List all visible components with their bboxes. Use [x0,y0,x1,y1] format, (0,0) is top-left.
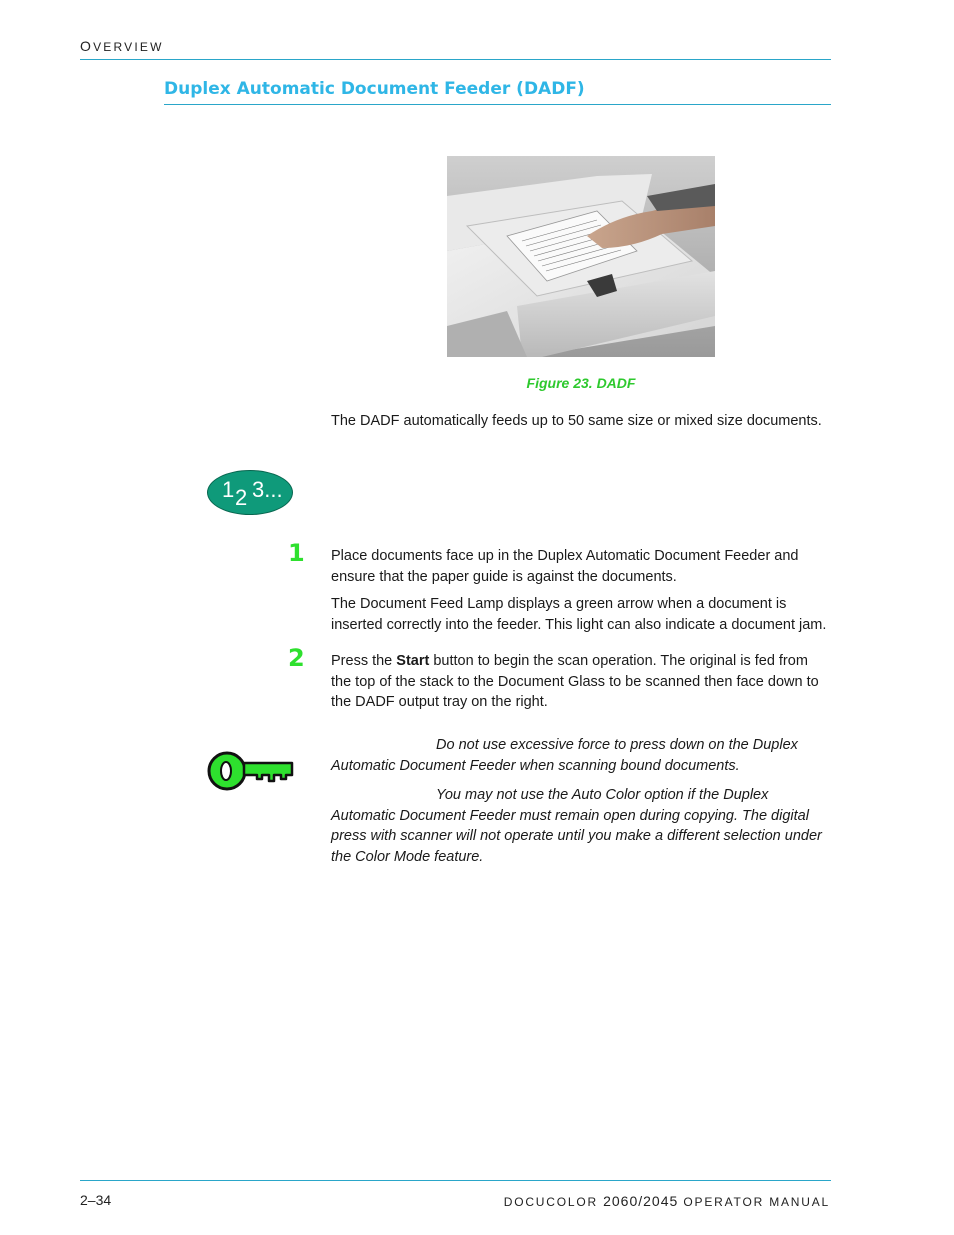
step-2-paragraph [331,651,831,713]
footer-manual: OPERATOR MANUAL [683,1195,830,1209]
procedure-digit-2: 2 [235,485,248,510]
running-head-rest: VERVIEW [93,40,164,54]
title-rule [164,104,831,105]
header-rule [80,59,831,60]
step-1-paragraph-1: Place documents face up in the Duplex Automatic Document Feeder and ensure that the paper guide is against the documents. [331,548,799,585]
page-number: 2–34 [80,1192,112,1208]
step-1-paragraph-2: The Document Feed Lamp displays a green arrow when a document is inserted correctly into the feeder. This light can also indicate a document jam. [331,596,827,633]
footer-model: 2060/2045 [603,1193,679,1209]
note-2: You may not use the Auto Color option if the Duplex Automatic Document Feeder must remain open during copying. The digital press with scanner will not operate until you make a different selection under the Color Mode feature. [331,787,822,865]
procedure-digit-1: 1 [222,477,235,502]
step-number-1: 1 [288,539,305,567]
running-head [80,38,164,54]
section-title: Duplex Automatic Document Feeder (DADF) [164,79,585,99]
intro-paragraph: The DADF automatically feeds up to 50 same size or mixed size documents. [331,413,822,429]
footer-rule [80,1180,831,1181]
key-icon [206,748,296,794]
footer-brand: DOCUCOLOR [503,1195,598,1209]
note-1: Do not use excessive force to press down on the Duplex Automatic Document Feeder when scanning bound documents. [331,737,798,774]
footer-title [460,1193,830,1209]
procedure-icon [207,470,293,515]
step-2-text-before: Press the [331,653,397,669]
running-head-cap: O [80,38,94,54]
start-button-label: Start [396,653,430,669]
step-2-text-after: button to begin the scan operation. The original is fed from the top of the stack to the Document Glass to be scanned then face down to the DADF output tray on the right. [331,653,819,710]
dadf-photo [447,156,715,357]
procedure-digit-3: 3... [252,477,283,502]
figure-caption: Figure 23. DADF [526,375,636,391]
step-number-2: 2 [288,644,305,672]
